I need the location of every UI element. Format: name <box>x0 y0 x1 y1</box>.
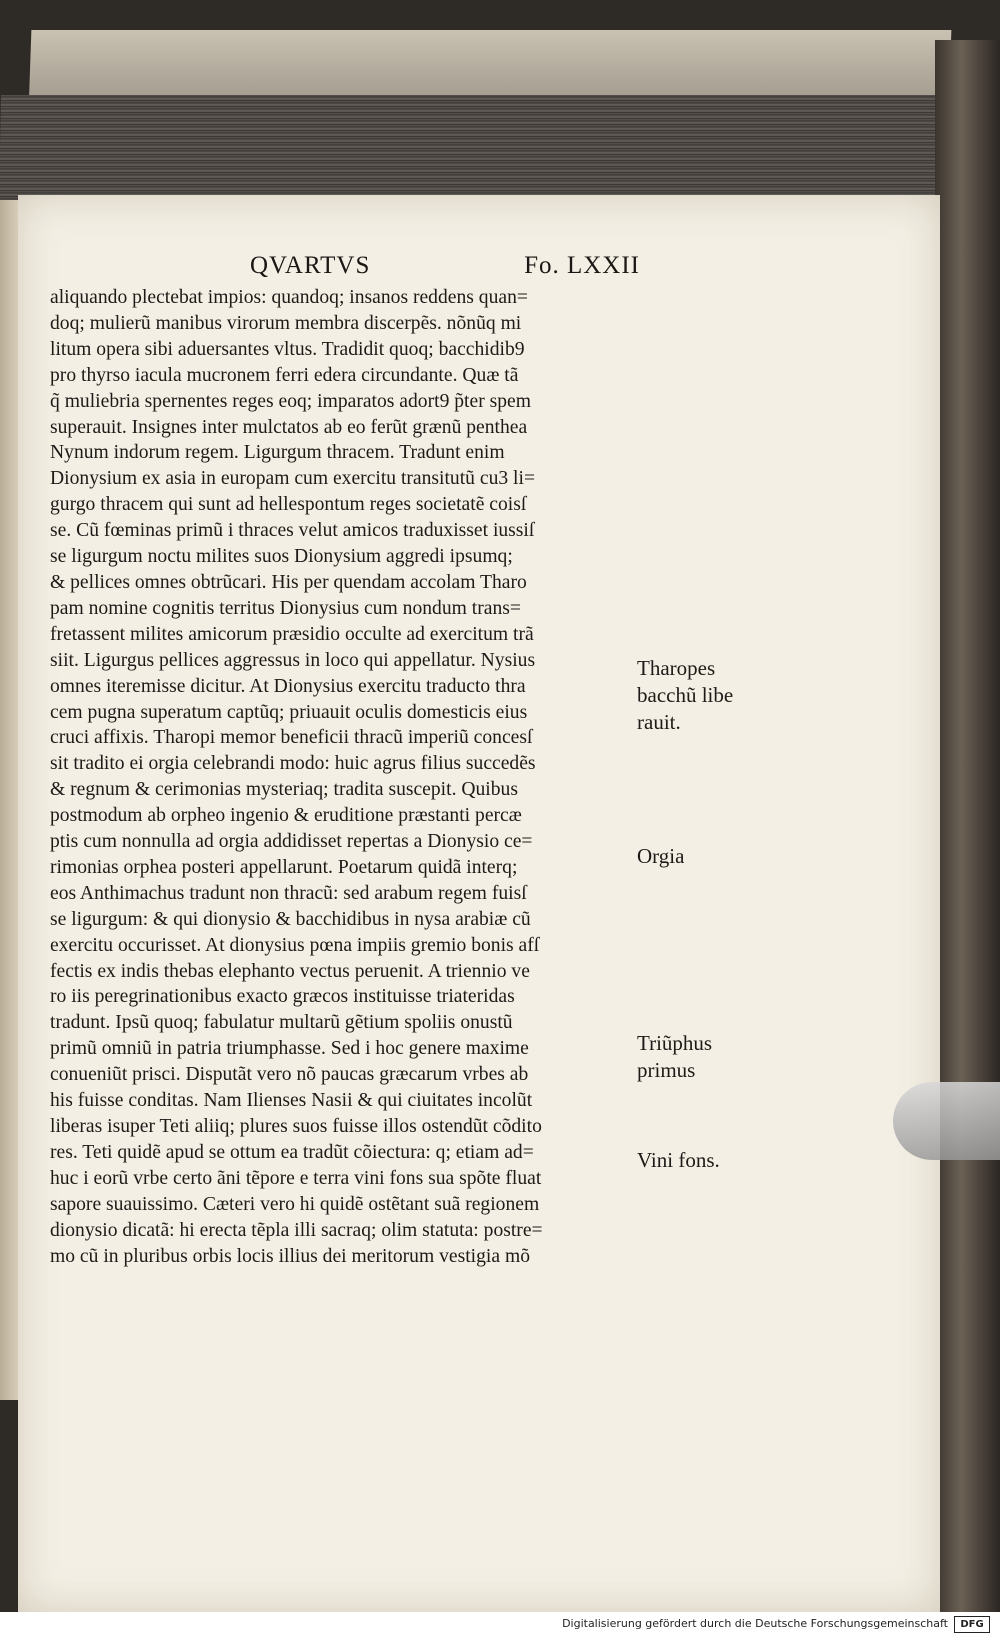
text-line: se. Cũ fœminas primũ i thraces velut amicos traduxisset iussiſ <box>50 520 535 542</box>
text-line: litum opera sibi aduersantes vltus. Tradidit quoq; bacchidib9 <box>50 338 525 360</box>
text-line: liberas isuper Teti aliiq; plures suos fuisse illos ostendũt cõdito <box>50 1116 542 1137</box>
main-text-block <box>50 285 665 1269</box>
text-line: superauit. Insignes inter mulctatos ab eo ferũt grænũ penthea <box>50 416 528 438</box>
text-line: Nynum indorum regem. Ligurgum thracem. Tradunt enim <box>50 442 505 464</box>
margin-note-tharopes <box>637 655 733 736</box>
margin-note-line: Orgia <box>637 844 685 868</box>
text-line: & pellices omnes obtrũcari. His per quendam accolam Tharo <box>50 571 527 593</box>
text-line: primũ omniũ in patria triumphasse. Sed i hoc genere maxime <box>50 1038 529 1060</box>
text-line: fectis ex indis thebas elephanto vectus peruenit. A triennio ve <box>50 960 530 982</box>
margin-note-line: primus <box>637 1058 696 1082</box>
text-line: sapore suauissimo. Cæteri vero hi quidẽ ostẽtant suã regionem <box>50 1193 540 1215</box>
text-line: fretassent milites amicorum præsidio occulte ad exercitum trã <box>50 623 534 645</box>
book-spine-edge <box>935 40 1000 1612</box>
dfg-logo: DFG <box>954 1616 990 1633</box>
text-line: conueniũt prisci. Disputãt vero nõ paucas græcarum vrbes ab <box>50 1064 529 1086</box>
text-line: exercitu occurisset. At dionysius pœna impiis gremio bonis afſ <box>50 934 540 956</box>
margin-note-line: Vini fons. <box>637 1148 720 1172</box>
folio-number: Fo. LXXII <box>524 252 640 279</box>
text-line: pam nomine cognitis territus Dionysius cum nondum trans= <box>50 597 521 619</box>
text-line: & regnum & cerimonias mysteriaq; tradita suscepit. Quibus <box>50 779 518 801</box>
text-line: res. Teti quidẽ apud se ottum ea tradũt cõiectura: q; etiam ad= <box>50 1141 534 1163</box>
text-line: his fuisse conditas. Nam Ilienses Nasii & qui ciuitates incolũt <box>50 1090 533 1112</box>
text-line: postmodum ab orpheo ingenio & eruditione præstanti percæ <box>50 805 522 827</box>
text-line: cem pugna superatum captũq; priuauit oculis domesticis eius <box>50 701 528 723</box>
text-line: sit tradito ei orgia celebrandi modo: huic agrus filius succedẽs <box>50 753 536 775</box>
text-line: Dionysium ex asia in europam cum exercitu transitutũ cu3 li= <box>50 468 535 490</box>
running-header <box>250 252 640 280</box>
text-line: se ligurgum noctu milites suos Dionysium aggredi ipsumq; <box>50 546 513 568</box>
text-line: mo cũ in pluribus orbis locis illius dei meritorum vestigia mõ <box>50 1245 530 1267</box>
text-line: doq; mulierũ manibus virorum membra discerpẽs. nõnũq mi <box>50 312 522 334</box>
funding-credit: Digitalisierung gefördert durch die Deutsche Forschungsgemeinschaft <box>562 1617 948 1630</box>
header-title: QVARTVS <box>250 252 371 279</box>
text-line: pro thyrso iacula mucronem ferri edera circundante. Quæ tã <box>50 364 519 386</box>
footer-bar <box>0 1612 1000 1637</box>
text-line: ptis cum nonnulla ad orgia addidisset repertas a Dionysio ce= <box>50 831 533 853</box>
text-line: omnes iteremisse dicitur. At Dionysius exercitu traducto thra <box>50 675 526 697</box>
margin-note-vini-fons <box>637 1147 720 1174</box>
text-line: tradunt. Ipsũ quoq; fabulatur multarũ gẽtium spoliis onustũ <box>50 1012 513 1034</box>
margin-note-line: rauit. <box>637 710 681 734</box>
text-line: huc i eorũ vrbe certo ãni tẽpore e terra vini fons sua spõte fluat <box>50 1167 542 1189</box>
facing-page-edge <box>0 200 20 1400</box>
text-line: ro iis peregrinationibus exacto græcos instituisse triateridas <box>50 986 515 1008</box>
margin-note-triumphus <box>637 1030 712 1084</box>
text-line: aliquando plectebat impios: quandoq; insanos reddens quan= <box>50 287 528 308</box>
text-line: gurgo thracem qui sunt ad hellespontum reges societatẽ coisſ <box>50 494 527 516</box>
text-line: q̃ muliebria spernentes reges eoq; imparatos adort9 p̃ter spem <box>50 390 531 412</box>
text-line: eos Anthimachus tradunt non thracũ: sed arabum regem fuisſ <box>50 882 527 904</box>
page-clip <box>893 1082 1000 1160</box>
margin-note-line: Triũphus <box>637 1031 713 1055</box>
text-line: siit. Ligurgus pellices aggressus in loco qui appellatur. Nysius <box>50 649 536 671</box>
margin-note-line: Tharopes <box>637 656 716 680</box>
text-line: cruci affixis. Tharopi memor beneficii thracũ imperiũ concesſ <box>50 727 533 749</box>
text-line: rimonias orphea posteri appellarunt. Poetarum quidã interq; <box>50 856 518 878</box>
margin-note-orgia <box>637 843 684 870</box>
text-line: se ligurgum: & qui dionysio & bacchidibus in nysa arabiæ cũ <box>50 908 531 930</box>
text-line: dionysio dicatã: hi erecta tẽpla illi sacraq; olim statuta: postre= <box>50 1219 543 1241</box>
margin-note-line: bacchũ libe <box>637 683 734 707</box>
book-page-stack <box>0 95 956 200</box>
